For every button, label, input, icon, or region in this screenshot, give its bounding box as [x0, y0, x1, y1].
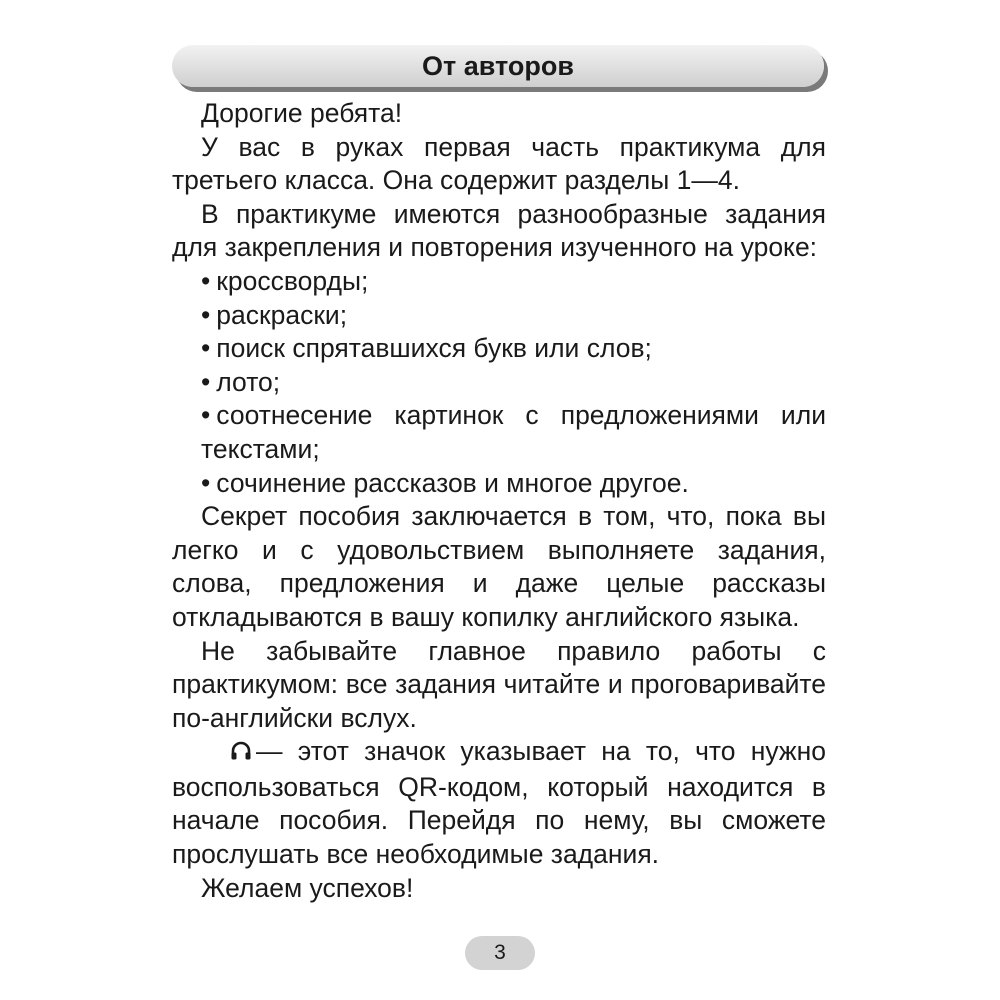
bullet-icon: • [201, 265, 211, 296]
bullet-icon: • [201, 467, 211, 498]
paragraph-audio: — этот значок указывает на то, что нужно воспользоваться QR-кодом, который находится в начале пособия. Перейдя по нему, вы сможете прослушать все необходимые задания. [172, 736, 826, 870]
paragraph-intro: У вас в руках первая часть практикума для третьего класса. Она содержит разделы 1—4. [172, 131, 826, 196]
list-item: • соотнесение картинок с предложениями или текстами; [201, 400, 826, 464]
list-item: • сочинение рассказов и многое другое. [201, 467, 689, 498]
bullet-icon: • [201, 366, 211, 397]
section-title: От авторов [422, 50, 574, 81]
bullet-icon: • [201, 333, 211, 364]
page-number [465, 936, 535, 970]
paragraph-secret: Секрет пособия заключается в том, что, пока вы легко и с удовольствием выполняете задания, слова, предложения и даже целые рассказы откладываются в вашу копилку английского языка. [172, 501, 826, 632]
list-item: • кроссворды; [201, 265, 369, 296]
section-header [172, 45, 824, 87]
greeting: Дорогие ребята! [201, 98, 403, 128]
paragraph-rule: Не забывайте главное правило работы с практикумом: все задания читайте и проговаривайте по-английски вслух. [172, 635, 826, 733]
paragraph-tasks: В практикуме имеются разнообразные задания для закрепления и повторения изученного на уроке: [172, 198, 826, 263]
page-number-label: 3 [494, 941, 506, 964]
list-item: • лото; [201, 366, 281, 397]
list-item: • раскраски; [201, 299, 348, 330]
headphones-icon [201, 737, 252, 771]
bullet-icon: • [201, 299, 211, 330]
bullet-icon: • [201, 400, 211, 431]
list-item: • поиск спрятавшихся букв или слов; [201, 333, 652, 364]
closing: Желаем успехов! [201, 872, 414, 903]
page-body [172, 97, 826, 905]
